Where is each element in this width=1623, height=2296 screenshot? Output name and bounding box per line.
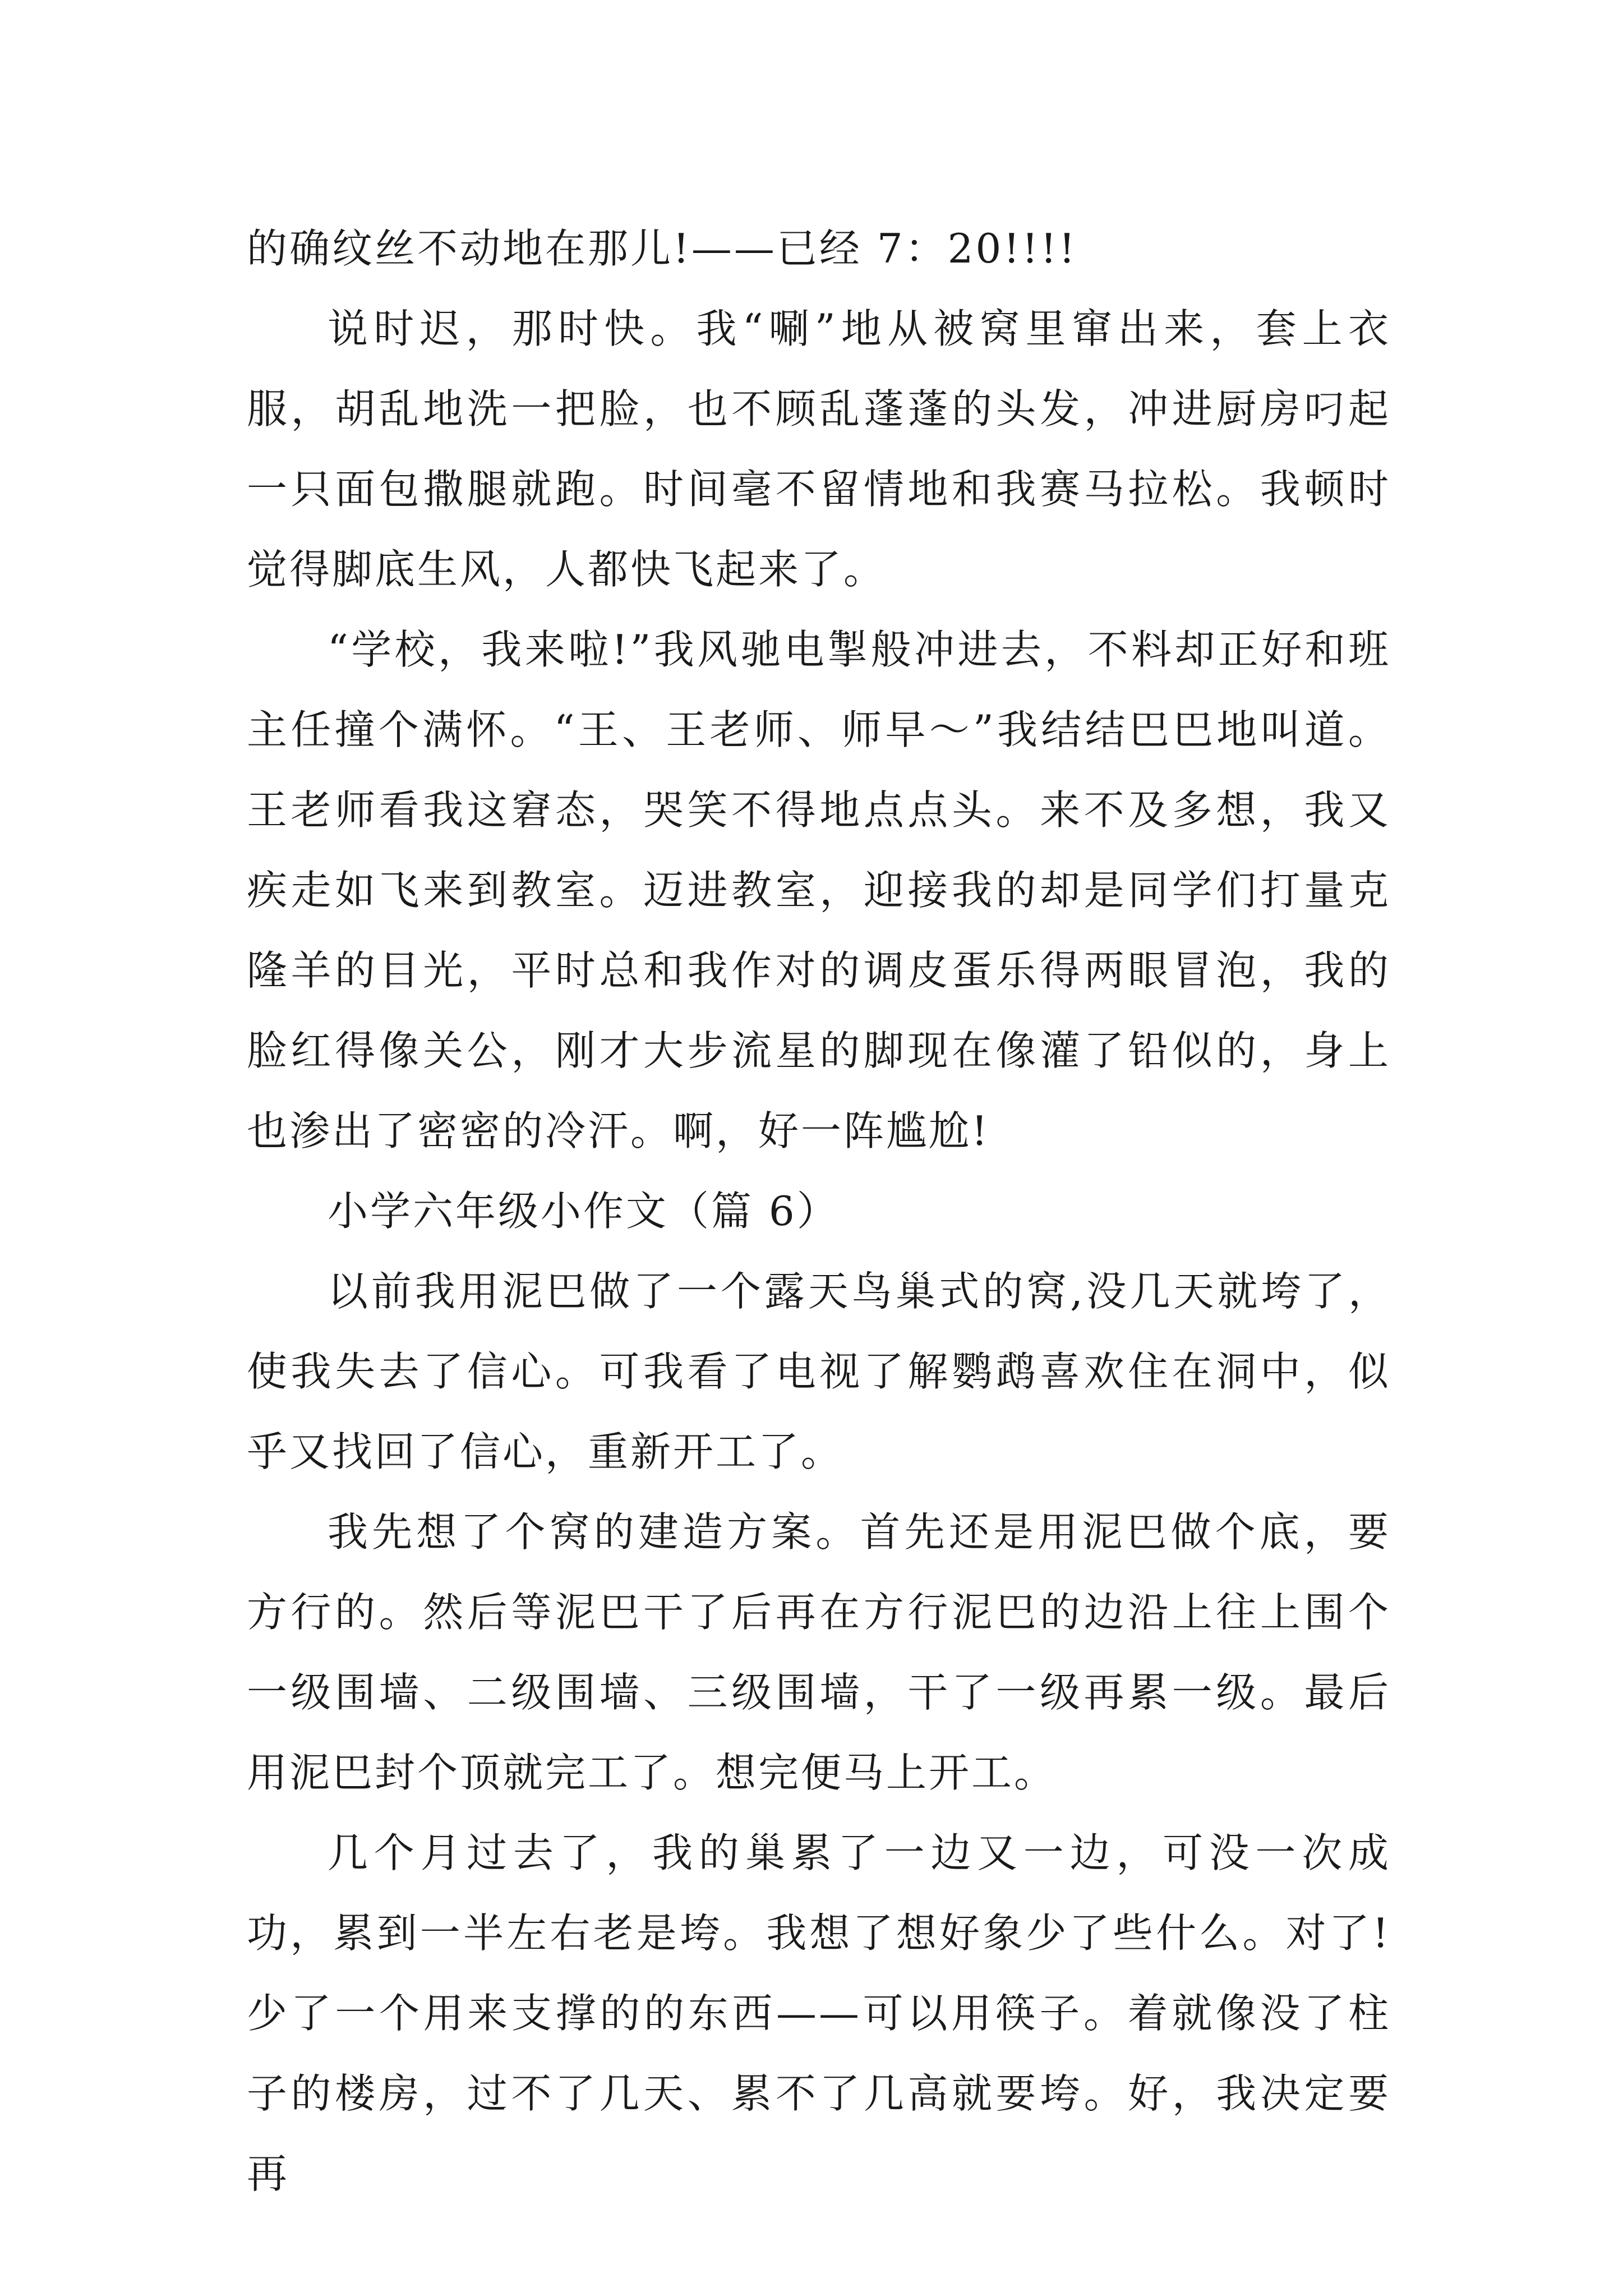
paragraph: 以前我用泥巴做了一个露天鸟巢式的窝,没几天就垮了，使我失去了信心。可我看了电视了解鹦鹉喜欢住在洞中，似乎又找回了信心，重新开工了。 [247,1268,1391,1475]
document-body [247,209,1391,2214]
section-title: 小学六年级小作文（篇 6） [328,1188,840,1235]
paragraph-continued: 的确纹丝不动地在那儿!——已经 7：20!!!! [247,225,1077,272]
paragraph: 说时迟，那时快。我“唰”地从被窝里窜出来，套上衣服，胡乱地洗一把脸，也不顾乱蓬蓬的头发，冲进厨房叼起一只面包撒腿就跑。时间毫不留情地和我赛马拉松。我顿时觉得脚底生风，人都快飞起来了。 [247,305,1391,593]
paragraph: “学校，我来啦!”我风驰电掣般冲进去，不料却正好和班主任撞个满怀。“王、王老师、师早～”我结结巴巴地叫道。王老师看我这窘态，哭笑不得地点点头。来不及多想，我又疾走如飞来到教室。迈进教室，迎接我的却是同学们打量克隆羊的目光，平时总和我作对的调皮蛋乐得两眼冒泡，我的脸红得像关公，刚才大步流星的脚现在像灌了铅似的，身上也渗出了密密的冷汗。啊，好一阵尴尬! [247,626,1391,1154]
paragraph: 几个月过去了，我的巢累了一边又一边，可没一次成功，累到一半左右老是垮。我想了想好象少了些什么。对了!少了一个用来支撑的的东西——可以用筷子。着就像没了柱子的楼房，过不了几天、累不了几高就要垮。好，我决定要再 [247,1829,1391,2197]
paragraph: 我先想了个窝的建造方案。首先还是用泥巴做个底，要方行的。然后等泥巴干了后再在方行泥巴的边沿上往上围个一级围墙、二级围墙、三级围墙，干了一级再累一级。最后用泥巴封个顶就完工了。想完便马上开工。 [247,1508,1391,1796]
